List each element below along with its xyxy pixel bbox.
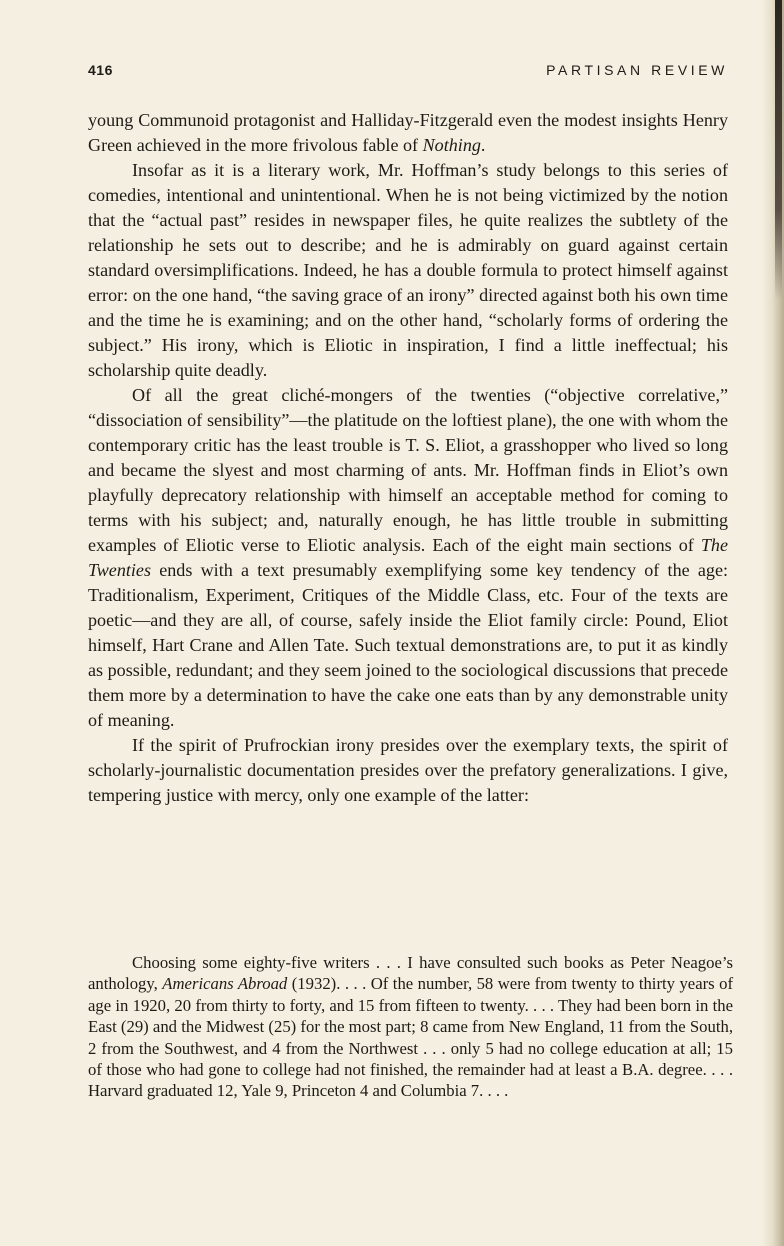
block-quote [88, 952, 733, 1102]
page-number: 416 [88, 62, 113, 78]
text-run: (1932). . . . Of the number, 58 were from twenty to thirty years of age in 1920, 20 from thirty to forty, and 15 from fifteen to twenty. . . . They had been born in the East (29) and the Midwest (25) for the most part; 8 came from New England, 11 from the South, 2 from the Southwest, and 4 from the Northwest . . . only 5 had no college education at all; 15 of those who had gone to college had not finished, the remainder had at least a B.A. degree. . . . Harvard graduated 12, Yale 9, Princeton 4 and Columbia 7. . . . [88, 974, 734, 1101]
text-run: Insofar as it is a literary work, Mr. Hoffman’s study belongs to this series of comedies, intentional and unintentional. When he is not being victimized by the notion that the “actual past” resides in newspaper files, he quite realizes the subtlety of the relationship he sets out to describe; and he is admirably on guard against certain standard oversimplifications. Indeed, he has a double formula to protect himself against error: on the one hand, “the saving grace of an irony” directed against both his own time and the time he is examining; and on the other hand, “scholarly forms of ordering the subject.” His irony, which is Eliotic in inspiration, I find a little ineffectual; his scholarship quite deadly. [88, 160, 728, 380]
text-run: If the spirit of Prufrockian irony presides over the exemplary texts, the spirit of scholarly-journalistic documentation presides over the prefatory generalizations. I give, tempering justice with mercy, only one example of the latter: [88, 735, 728, 805]
paragraph-hoffman-study [88, 158, 728, 383]
italic-title-the-twenties: The Twenties [88, 535, 728, 580]
body-text [88, 108, 728, 808]
running-head [88, 62, 728, 86]
italic-title-nothing: Nothing [422, 135, 481, 155]
text-run: Choosing some eighty-five writers . . . I have consulted such books as Peter Neagoe’s anthology, [88, 953, 733, 994]
italic-title-americans-abroad: Americans Abroad [162, 974, 288, 994]
binding-edge [775, 0, 782, 300]
text-run: ends with a text presumably exemplifying some key tendency of the age: Traditionalism, Experiment, Critiques of the Middle Class, etc. Four of the texts are poetic—and they are all, of course, safely inside the Eliot family circle: Pound, Eliot himself, Hart Crane and Allen Tate. Such textual demonstrations are, to put it as kindly as possible, redundant; and they seem joined to the sociological discussions that precede them more by a determination to have the cake one eats than by any demonstrable unity of meaning. [88, 560, 728, 730]
paragraph-prufrockian-irony [88, 733, 728, 808]
quote-paragraph [88, 952, 733, 1102]
text-run: . [480, 135, 486, 155]
text-run: Of all the great cliché-mongers of the twenties (“objective correlative,” “dissociation of sensibility”—the platitude on the loftiest plane), the one with whom the contemporary critic has the least trouble is T. S. Eliot, a grasshopper who lived so long and became the slyest and most charming of ants. Mr. Hoffman finds in Eliot’s own playfully deprecatory relationship with himself an acceptable method for coming to terms with his subject; and, naturally enough, he has little trouble in submitting examples of Eliotic verse to Eliotic analysis. Each of the eight main sections of [88, 385, 728, 555]
journal-title: PARTISAN REVIEW [546, 62, 728, 78]
paragraph-continuation [88, 108, 728, 158]
text-run: young Communoid protagonist and Halliday-Fitzgerald even the modest insights Henry Green achieved in the more frivolous fable of [88, 110, 728, 155]
paragraph-cliche-mongers [88, 383, 728, 733]
